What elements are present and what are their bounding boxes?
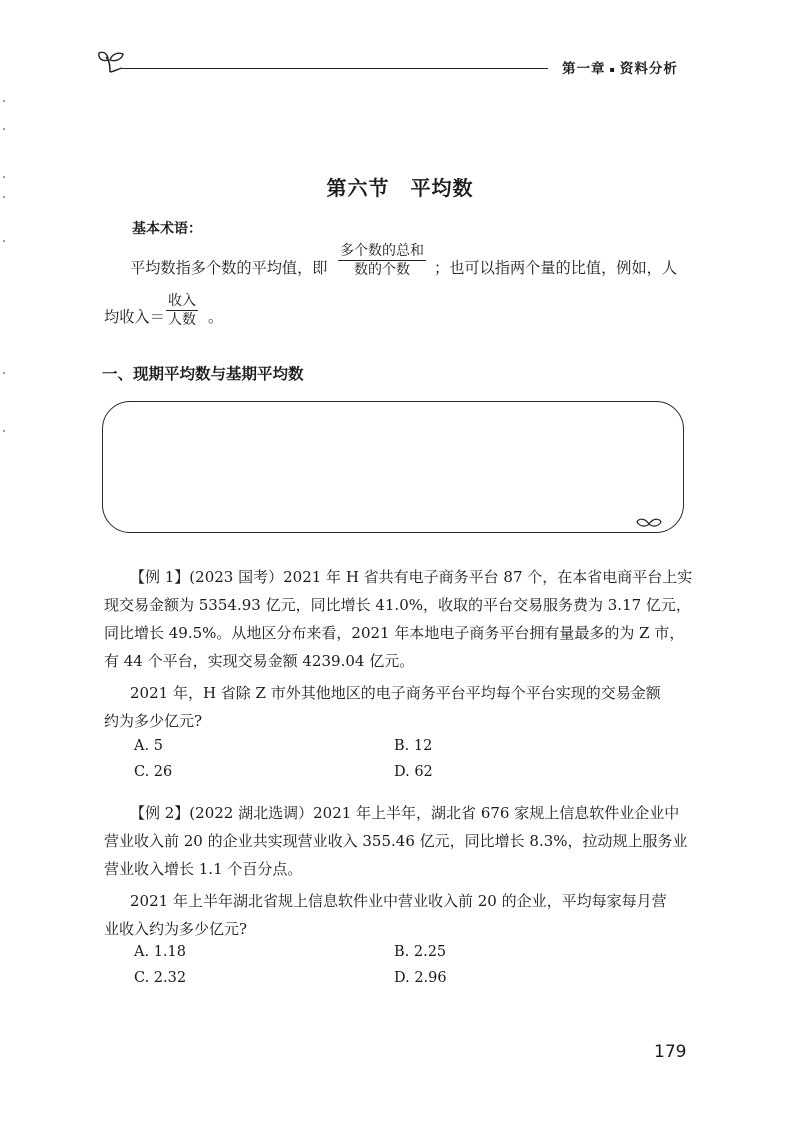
section-title: 第六节 平均数 — [326, 176, 474, 200]
chapter-label: 第一章 — [562, 61, 606, 77]
example2-line: 营业收入前 20 的企业共实现营业收入 355.46 亿元，同比增长 8.3%，拉动规上服务业 — [104, 832, 688, 850]
scan-mark — [3, 240, 5, 242]
income-per-capita-fraction — [166, 292, 198, 329]
leaf-icon — [636, 516, 662, 530]
fraction-denominator: 人数 — [168, 312, 196, 328]
example2-line: 【例 2】(2022 湖北选调）2021 年上半年，湖北省 676 家规上信息软件业企业中 — [130, 804, 680, 822]
example1-option-d: D. 62 — [394, 764, 433, 780]
example1-line: 有 44 个平台，实现交易金额 4239.04 亿元。 — [104, 652, 415, 670]
example2-question-line: 业收入约为多少亿元? — [104, 920, 248, 938]
fraction-numerator: 收入 — [168, 293, 196, 309]
terms-label: 基本术语： — [132, 221, 202, 237]
example1-line: 同比增长 49.5%。从地区分布来看，2021 年本地电子商务平台拥有量最多的为 Z 市， — [104, 624, 685, 642]
average-formula-fraction — [338, 242, 426, 279]
example2-option-b: B. 2.25 — [394, 944, 447, 960]
scan-mark — [3, 100, 5, 102]
example2-line: 营业收入增长 1.1 个百分点。 — [104, 860, 303, 878]
fraction-numerator: 多个数的总和 — [340, 243, 424, 259]
scan-mark — [3, 430, 5, 432]
running-header: 第一章 ▪ 资料分析 — [562, 61, 678, 77]
scan-mark — [3, 128, 5, 130]
notes-box — [102, 401, 684, 533]
sprout-icon — [96, 48, 126, 76]
definition-line2-suffix: 。 — [208, 308, 224, 326]
fraction-denominator: 数的个数 — [354, 262, 410, 278]
example1-option-b: B. 12 — [394, 738, 433, 754]
example1-option-a: A. 5 — [134, 738, 163, 754]
definition-line1-prefix: 平均数指多个数的平均值，即 — [130, 259, 328, 277]
page-number: 179 — [654, 1042, 687, 1062]
example1-line: 【例 1】(2023 国考）2021 年 H 省共有电子商务平台 87 个，在本省电商平台上实 — [130, 568, 693, 586]
subsection-heading: 一、现期平均数与基期平均数 — [102, 365, 304, 383]
header-rule — [122, 68, 548, 69]
example1-option-c: C. 26 — [134, 764, 173, 780]
example1-question-line: 2021 年，H 省除 Z 市外其他地区的电子商务平台平均每个平台实现的交易金额 — [130, 684, 661, 702]
example1-line: 现交易金额为 5354.93 亿元，同比增长 41.0%，收取的平台交易服务费为 3.17 亿元， — [104, 596, 691, 614]
chapter-title: 资料分析 — [619, 61, 678, 77]
scan-mark — [3, 372, 5, 374]
example2-option-d: D. 2.96 — [394, 970, 447, 986]
definition-line2-prefix: 均收入＝ — [104, 308, 165, 326]
example2-question-line: 2021 年上半年湖北省规上信息软件业中营业收入前 20 的企业，平均每家每月营 — [130, 892, 667, 910]
definition-line1-suffix: ；也可以指两个量的比值，例如，人 — [434, 259, 677, 277]
example2-option-c: C. 2.32 — [134, 970, 187, 986]
example1-question-line: 约为多少亿元? — [104, 712, 203, 730]
example2-option-a: A. 1.18 — [134, 944, 186, 960]
